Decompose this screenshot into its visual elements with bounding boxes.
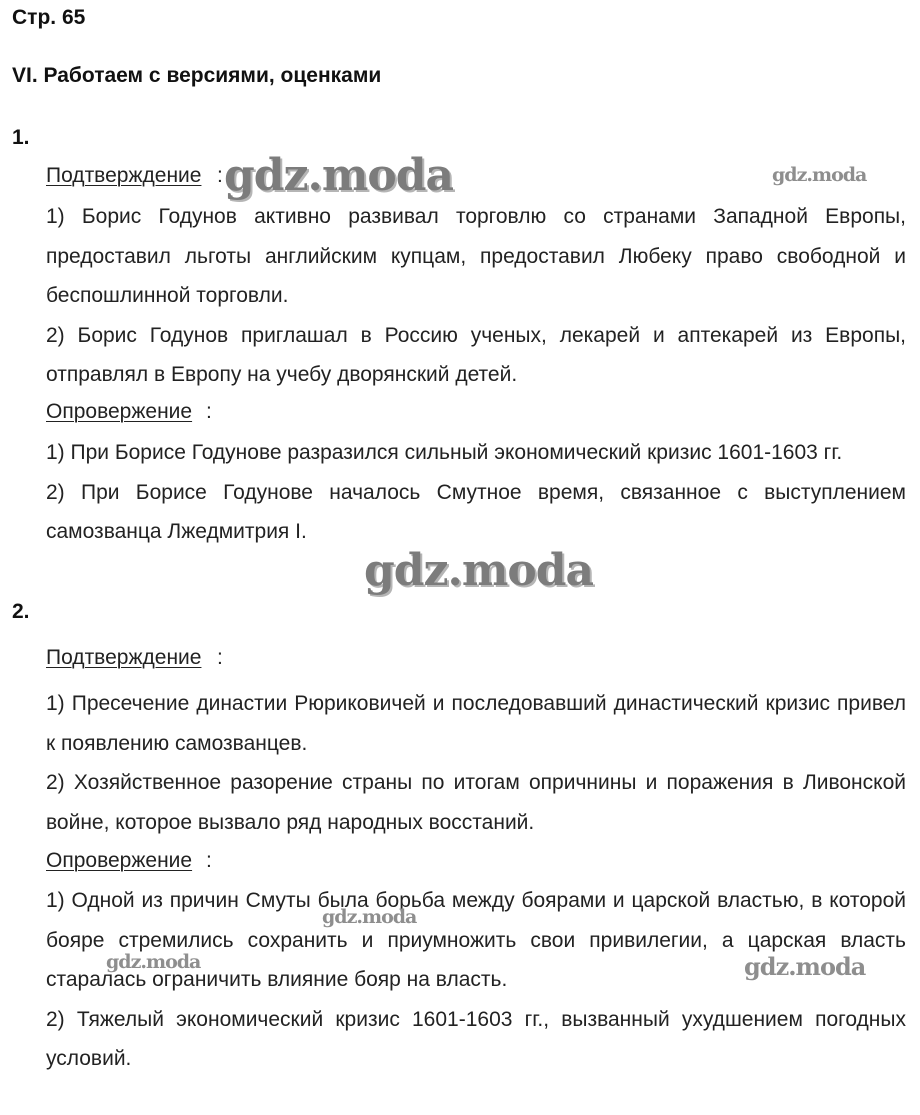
refute-colon: :	[206, 849, 212, 872]
refute-label-text: Опровержение	[46, 849, 193, 872]
watermark: gdz.moda	[744, 952, 866, 981]
watermark: gdz.moda	[322, 906, 417, 928]
watermark: gdz.moda	[772, 164, 867, 186]
list-item: 2) Борис Годунов приглашал в Россию ученых, лекарей и аптекарей из Европы, отправлял в Европу на учебу дворянский детей.	[46, 323, 906, 386]
list-item: 1) Одной из причин Смуты была борьба между боярами и царской властью, в которой бояре стремились сохранить и приумножить свои привилегии, а царская власть старалась ограничить влияние бояр на власть.	[46, 889, 906, 991]
confirm-list-2	[46, 684, 906, 842]
watermark: gdz.moda	[106, 951, 201, 973]
task-number-2: 2.	[12, 600, 30, 623]
confirm-colon: :	[217, 646, 223, 669]
page-number: Стр. 65	[12, 6, 86, 29]
refute-label-text: Опровержение	[46, 400, 193, 423]
refute-colon: :	[206, 400, 212, 423]
confirm-label-text: Подтверждение	[46, 164, 202, 187]
section-title: VI. Работаем с версиями, оценками	[12, 64, 382, 87]
watermark: gdz.moda	[224, 150, 454, 201]
confirm-label-text: Подтверждение	[46, 646, 202, 669]
list-item: 2) Хозяйственное разорение страны по итогам опричнины и поражения в Ливонской войне, которое вызвало ряд народных восстаний.	[46, 771, 906, 834]
confirm-list-1	[46, 197, 906, 395]
list-item: 2) Тяжелый экономический кризис 1601-1603 гг., вызванный ухудшением погодных условий.	[46, 1007, 906, 1070]
list-item: 1) Борис Годунов активно развивал торговлю со странами Западной Европы, предоставил льготы английским купцам, предоставил Любеку право свободной и беспошлинной торговли.	[46, 205, 906, 307]
confirm-colon: :	[217, 164, 223, 187]
list-item: 1) Пресечение династии Рюриковичей и последовавший династический кризис привел к появлению самозванцев.	[46, 692, 906, 755]
confirm-label-2	[46, 646, 201, 670]
refute-label-1	[46, 400, 192, 424]
confirm-label-1	[46, 164, 201, 188]
refute-label-2	[46, 849, 192, 873]
watermark: gdz.moda	[364, 545, 594, 596]
refute-list-1	[46, 433, 906, 552]
list-item: 2) При Борисе Годунове началось Смутное время, связанное с выступлением самозванца Лжедмитрия I.	[46, 480, 906, 543]
list-item: 1) При Борисе Годунове разразился сильный экономический кризис 1601-1603 гг.	[46, 441, 843, 464]
task-number-1: 1.	[12, 126, 30, 149]
